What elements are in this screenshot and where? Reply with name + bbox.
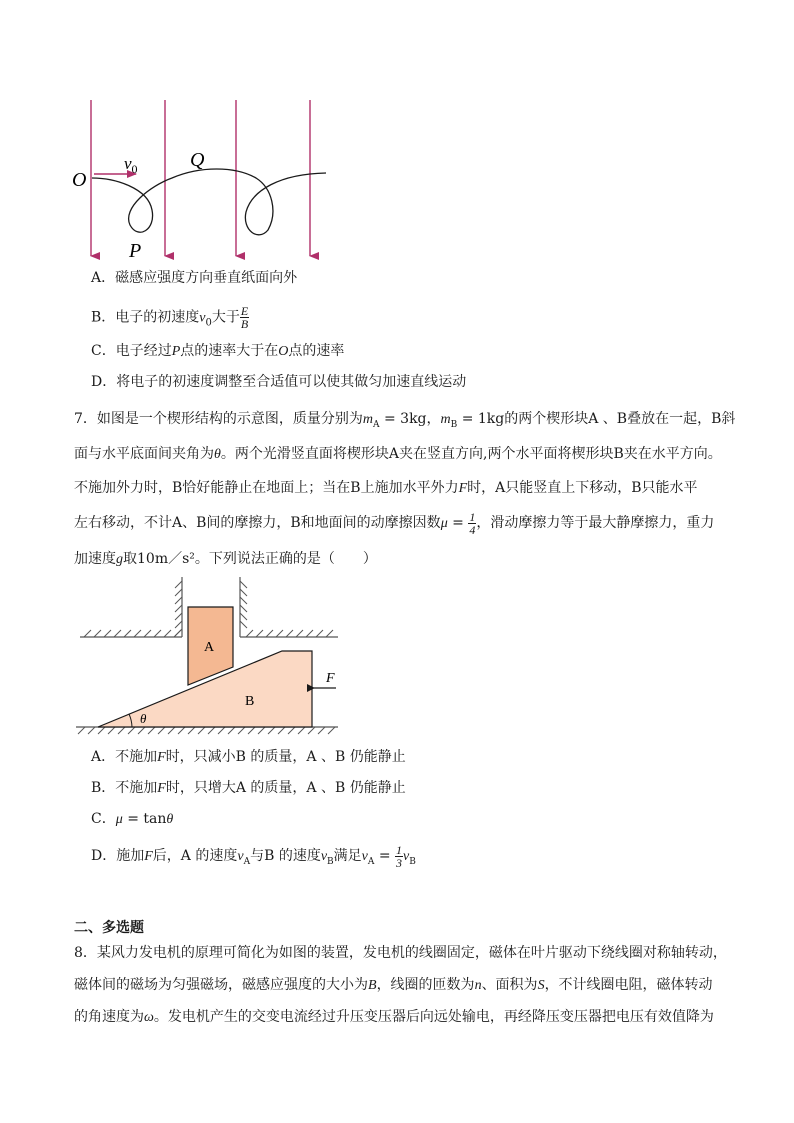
q6-option-d: D．将电子的初速度调整至合适值可以使其做匀加速直线运动: [91, 374, 467, 390]
fraction-one-quarter: $\frac{1}{4}$: [469, 509, 476, 537]
fraction-one-third: $\frac{1}{3}$: [396, 842, 403, 870]
trajectory-curve: [92, 169, 326, 235]
q6-option-a: A．磁感应强度方向垂直纸面向外: [91, 270, 298, 286]
q7-stem-line-2: 面与水平底面间夹角为θ。两个光滑竖直面将楔形块A夹在竖直方向,两个水平面将楔形块B夹在水平方向。: [74, 446, 722, 462]
label-force: F: [326, 671, 335, 686]
q7-option-c: C．μ = tanθ: [91, 811, 174, 827]
q6-option-c: C．电子经过P点的速率大于在O点的速率: [91, 343, 345, 359]
q8-stem-line-3: 的角速度为ω。发电机产生的交变电流经过升压变压器后向远处输电，再经降压变压器把电压有效值降为: [74, 1009, 714, 1025]
fraction-e-over-b: $\frac{E}{B}$: [240, 304, 249, 331]
q6-option-b: B．电子的初速度$v_0$大于 $\frac{E}{B}$: [91, 304, 249, 331]
wedge-blocks-figure: [70, 575, 340, 735]
q7-stem-line-1: 7．如图是一个楔形结构的示意图，质量分别为$m_A = 3kg$，$m_B = 1kg$的两个楔形块A 、B叠放在一起，B斜: [74, 411, 736, 430]
q7-stem-line-5: 加速度g取10m／s²。下列说法正确的是（ ）: [74, 551, 377, 567]
label-v0: $v_0$: [124, 154, 138, 176]
q7-option-a: A．不施加F时，只减小B 的质量，A 、B 仍能静止: [91, 749, 406, 765]
q7-stem-line-3: 不施加外力时，B恰好能静止在地面上；当在B上施加水平外力F时，A只能竖直上下移动，B只能水平: [74, 480, 698, 496]
q7-option-b: B．不施加F时，只增大A 的质量，A 、B 仍能静止: [91, 780, 406, 796]
label-P: P: [129, 240, 142, 262]
q8-stem-line-2: 磁体间的磁场为匀强磁场，磁感应强度的大小为B，线圈的匝数为n、面积为S，不计线圈电阻，磁体转动: [74, 977, 713, 993]
label-O: O: [72, 169, 87, 191]
q7-stem-line-4: 左右移动，不计A、B间的摩擦力，B和地面间的动摩擦因数μ = $\frac{1}{4}$ ，滑动摩擦力等于最大静摩擦力，重力: [74, 509, 715, 537]
q8-stem-line-1: 8．某风力发电机的原理可简化为如图的装置，发电机的线圈固定，磁体在叶片驱动下绕线圈对称轴转动，: [74, 945, 727, 961]
q7-option-d: D．施加F后，A 的速度$v_A$与B 的速度$v_B$满足$v_A$ = $\frac{1}{3}$ $v_B$: [91, 842, 416, 870]
label-block-a: A: [204, 640, 215, 655]
label-block-b: B: [245, 694, 255, 709]
section-heading-multiple-choice: 二、多选题: [74, 920, 144, 936]
label-Q: Q: [190, 149, 205, 171]
label-theta: θ: [140, 711, 147, 726]
electron-trajectory-figure: [60, 90, 340, 265]
